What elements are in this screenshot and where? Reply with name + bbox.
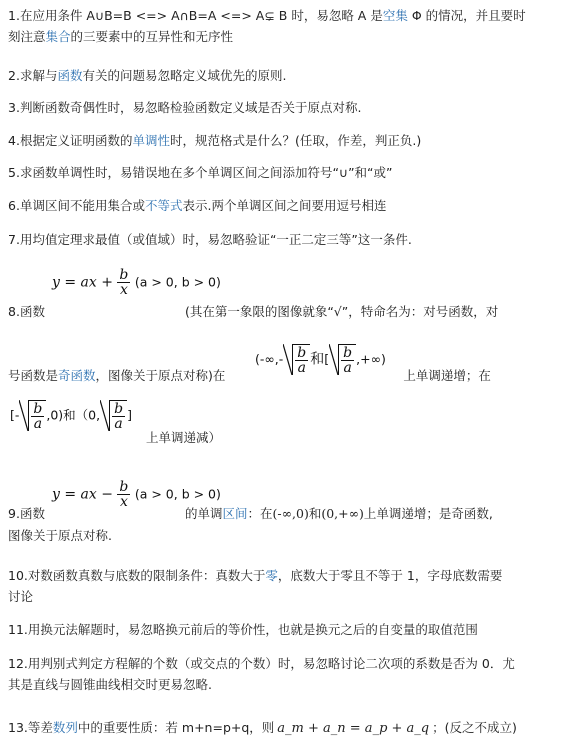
link-zero[interactable]: 零 [265,568,278,583]
sqrt-symbol [100,400,127,431]
item-number: 5. [8,165,20,180]
item-9-text-b: 的单调 [184,506,223,521]
item-1-text-d: 的三要素中的互异性和无序性 [70,29,234,44]
item-10-line-2 [8,587,570,607]
item-3-text: 判断函数奇偶性时，易忽略检验函数定义域是否关于原点对称. [19,100,362,115]
item-8-text-f: 上单调递减） [146,430,222,445]
item-6-text-a: 单调区间不能用集合或 [19,198,145,213]
item-10-text-b: ，底数大于零且不等于 1，字母底数需要 [277,568,503,583]
item-number: 3. [8,100,20,115]
link-set[interactable]: 集合 [45,29,71,44]
item-8-line-2 [8,366,570,386]
item-number: 7. [8,232,20,247]
item-8-text-a: 函数 [19,304,45,319]
item-3 [8,98,570,118]
item-12-text-b: 其是直线与圆锥曲线相交时更易忽略. [8,677,212,692]
item-13-text-b: 中的重要性质：若 m+n=p+q，则 [77,720,275,735]
item-12-line-2 [8,675,570,695]
item-1-text-a: 在应用条件 A∪B=B <=> A∩B=A <=> A⊊ B 时，易忽略 A 是 [19,8,383,23]
item-10-text-c: 讨论 [8,589,34,604]
item-7-text: 用均值定理求最值（或值域）时，易忽略验证“一正二定三等”这一条件. [19,232,412,247]
item-5 [8,163,570,183]
item-number: 4. [8,133,20,148]
item-13-text-c: ；(反之不成立) [432,720,517,735]
link-odd-function[interactable]: 奇函数 [58,368,96,383]
and-word: 和 [310,351,325,368]
item-2-text-a: 求解与 [19,68,58,83]
item-1-line-2 [8,27,570,47]
sqrt-den: a [343,360,352,376]
link-monotonicity[interactable]: 单调性 [132,133,170,148]
sqrt-num: b [297,345,307,361]
item-4-text-a: 根据定义证明函数的 [19,133,133,148]
item-8-line-1 [8,302,570,322]
link-inequality[interactable]: 不等式 [144,198,183,213]
item-8-interval-2 [10,400,132,431]
item-1-text-b: Φ 的情况，并且要时 [407,8,526,23]
sqrt-num: b [343,345,353,361]
item-1-text-c: 刻注意 [8,29,46,44]
item-12-line-1 [8,654,570,674]
item-8-text-d: ，图像关于原点对称)在 [95,368,226,383]
item-9-line-1 [8,504,570,524]
item-number: 6. [8,198,20,213]
item-9-text-e: 图像关于原点对称. [8,528,112,543]
fraction [117,268,130,297]
interval-left: (-∞,- [255,351,284,367]
item-9-interval: (-∞,0)和(0,+∞) [272,506,364,521]
item-4 [8,131,570,151]
item-13-formula: a_m + a_n = a_p + a_q [277,721,430,736]
formula-condition: (a > 0, b > 0) [134,486,221,502]
sqrt-den: a [114,416,123,432]
item-number: 12. [8,656,28,671]
frac-num: b [119,479,129,495]
item-number: 8. [8,304,20,319]
item-9-text-c: ：在 [247,506,273,521]
item-7 [8,230,570,250]
interval-end: ] [127,407,132,423]
item-11-text: 用换元法解题时，易忽略换元前后的等价性，也就是换元之后的自变量的取值范围 [27,622,478,637]
item-8-line-3 [146,428,446,448]
item-6 [8,196,570,216]
frac-num: b [119,267,129,283]
item-2-text-b: 有关的问题易忽略定义域优先的原则. [82,68,287,83]
item-number: 9. [8,506,20,521]
item-6-text-b: 表示.两个单调区间之间要用逗号相连 [182,198,387,213]
item-10-line-1 [8,566,570,586]
item-number: 1. [8,8,20,23]
item-9-text-a: 函数 [19,506,45,521]
sqrt-den: a [33,416,43,432]
interval-end: ,+∞) [356,351,386,367]
interval-mid: ,0)和（0, [46,407,101,423]
item-9-text-d: 上单调递增；是奇函数, [363,506,493,521]
item-5-text: 求函数单调性时，易错误地在多个单调区间之间添加符号“∪”和“或” [19,165,393,180]
frac-den: x [119,494,128,510]
link-interval[interactable]: 区间 [222,506,248,521]
frac-den: x [119,282,128,298]
link-function[interactable]: 函数 [57,68,83,83]
item-8-text-c: 号函数是 [8,368,59,383]
formula-lhs: y = ax + [52,274,113,291]
item-8-text-e: 上单调递增；在 [403,368,491,383]
item-number: 13. [8,720,28,735]
item-4-text-b: 时，规范格式是什么？(任取，作差，判正负.) [169,133,422,148]
sqrt-num: b [33,401,43,417]
item-number: 10. [8,568,28,583]
formula-lhs: y = ax − [52,486,113,503]
link-sequence[interactable]: 数列 [52,720,78,735]
sqrt-den: a [297,360,306,376]
item-13 [8,718,570,739]
formula-condition: (a > 0, b > 0) [134,274,221,290]
item-9-line-2 [8,526,570,546]
sqrt-num: b [114,401,124,417]
item-8-text-b: (其在第一象限的图像就象“√”，特命名为：对号函数，对 [184,304,499,319]
item-11 [8,620,570,640]
sqrt-symbol [19,400,46,431]
item-13-text-a: 等差 [27,720,53,735]
interval-bracket: [ [324,351,330,367]
item-12-text-a: 用判别式判定方程解的个数（或交点的个数）时，易忽略讨论二次项的系数是否为 0．尤 [27,656,515,671]
item-8-formula [52,268,221,297]
item-2 [8,66,570,86]
item-number: 11. [8,622,28,637]
item-number: 2. [8,68,20,83]
link-empty-set[interactable]: 空集 [382,8,408,23]
item-1-line-1 [8,6,570,26]
interval-left: [- [10,407,20,423]
item-10-text-a: 对数函数真数与底数的限制条件：真数大于 [27,568,266,583]
